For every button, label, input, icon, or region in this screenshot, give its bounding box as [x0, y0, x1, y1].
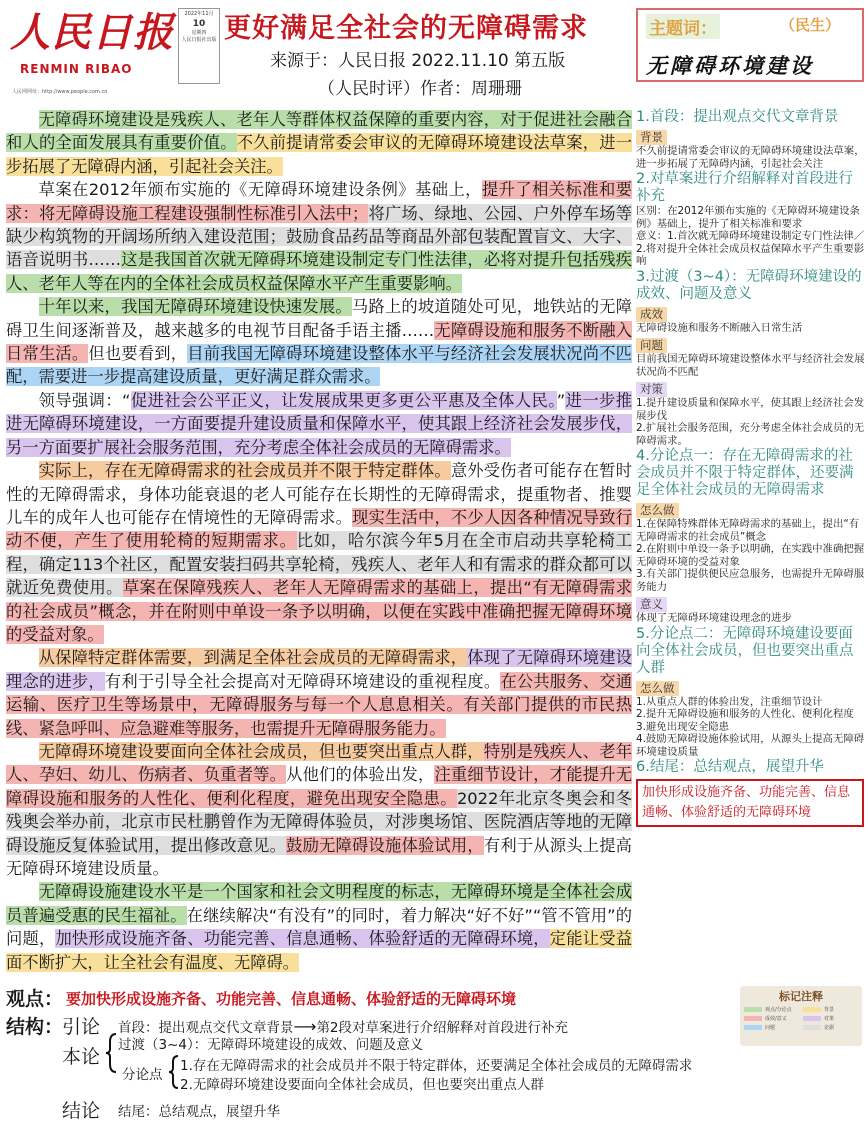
legend — [740, 986, 862, 1046]
theme-tag: （民生） — [780, 16, 841, 34]
legend-title: 标记注释 — [779, 990, 823, 1003]
text-segment: 进一步推进无障碍环境建设，一方面要提升建设质量和保障水平，使其跟上经济社会发展步伐，另一方面要扩展社会服务范围，充分考虑全体社会成员的无障碍需求。 — [6, 390, 632, 457]
legend-label: 对策 — [824, 1016, 835, 1022]
text-segment: 草案在保障残疾人、老年人无障碍需求的基础上，提出“有无障碍需求的社会成员”概念， — [6, 578, 632, 621]
legend-label: 论据 — [824, 1025, 835, 1031]
text-segment: 有利于引导全社会提高对无障碍环境建设的重视程度。 — [104, 671, 501, 691]
view-label: 观点： — [6, 988, 64, 1010]
intro-text-2: 第2段对草案进行介绍解释对首段进行补充 — [316, 1020, 569, 1036]
legend-item — [803, 1024, 858, 1031]
newspaper-pinyin: RENMIN RIBAO — [20, 62, 133, 76]
annotation-column — [636, 108, 866, 827]
text-segment: 特别是残疾人、老年人、孕妇、幼儿、伤病者、负重者等。 — [6, 741, 632, 785]
text-segment: 在继续解决“有没有”的同时，着力解决“好不好”“管不管用”的问题， — [6, 905, 632, 949]
note-tag: 对策 — [636, 382, 667, 397]
date-day: 10 — [192, 19, 206, 29]
note-text: 4.鼓励无障碍设施体验试用，从源头上提高无障碍环境建设质量 — [636, 733, 865, 758]
text-segment: 提升了相关标准和要求：将无障碍设施工程建设强制性标准引入法中； — [6, 180, 632, 223]
legend-swatch — [744, 1007, 762, 1012]
text-segment: 无障碍设施和服务不断融入日常生活。 — [6, 320, 632, 364]
view-text: 要加快形成设施齐备、功能完善、信息通畅、体验舒适的无障碍环境 — [66, 990, 517, 1008]
legend-label: 问题 — [765, 1025, 776, 1031]
text-segment: 在公共服务、交通运输、医疗卫生等场景中，无障碍服务与每一个人息息相关。 — [6, 671, 632, 715]
note-text: 意义：1.首次就无障碍环境建设制定专门性法律／2.将对提升全体社会成员权益保障水平产生重要影响 — [636, 230, 865, 267]
legend-label: 背景 — [824, 1007, 835, 1013]
paragraph — [6, 740, 632, 880]
text-segment: 鼓励无障碍设施体验试用， — [286, 835, 484, 855]
article-title: 更好满足全社会的无障碍需求 — [224, 13, 588, 44]
text-segment: 马路上的坡道随处可见，地铁站的无障碍卫生间逐渐普及，越来越多的电视节目配备手语主播…… — [6, 297, 632, 340]
article-source: 来源于：人民日报 2022.11.10 第五版 — [270, 51, 566, 71]
paragraph — [6, 880, 632, 974]
structure-sub-1: 1.存在无障碍需求的社会成员并不限于特定群体，还要满足全体社会成员的无障碍需求 — [180, 1058, 693, 1074]
paragraph — [6, 646, 632, 740]
note-text: 1.在保障特殊群体无障碍需求的基础上，提出“有无障碍需求的社会成员”概念 — [636, 518, 860, 543]
text-segment: 十年以来，我国无障碍环境建设快速发展。 — [38, 297, 352, 317]
text-segment: 从保障特定群体需要，到满足全体社会成员的无障碍需求， — [38, 648, 468, 668]
structure-transition: 过渡（3~4）：无障碍环境建设的成效、问题及意义 — [118, 1037, 424, 1053]
text-segment: 现实生活中，不少人因各种情况导致行动不便，产生了使用轮椅的短期需求。 — [6, 507, 632, 551]
legend-swatch — [803, 1016, 821, 1021]
legend-swatch — [744, 1016, 762, 1021]
note-tag: 问题 — [636, 338, 667, 353]
text-segment: 将广场、绿地、公园、户外停车场等缺少构筑物的开阔场所纳入建设范围； — [6, 203, 632, 247]
text-segment: 无障碍设施建设水平是一个国家和社会文明程度的标志， — [38, 882, 451, 902]
note-text: 3.有关部门提供便民应急服务，也需提升无障碍服务能力 — [636, 568, 865, 593]
note-text: 1.提升建设质量和保障水平，使其跟上经济社会发展步伐 — [636, 397, 865, 422]
note-text: 2.在附则中单设一条予以明确，在实践中准确把握无障碍环境的受益对象 — [636, 543, 865, 568]
text-segment: ” — [556, 390, 566, 410]
text-segment: 草案在2012年颁布实施的《无障碍环境建设条例》基础上， — [38, 180, 482, 200]
masthead — [8, 4, 218, 100]
intro-text: 首段：提出观点交代文章背景 — [118, 1020, 294, 1036]
structure-intro-label: 引论 — [62, 1016, 101, 1038]
text-segment: 无障碍环境是全体社会成员普遍受惠的民生福祉。 — [6, 882, 632, 925]
structure-conclusion-text: 结尾：总结观点，展望升华 — [118, 1104, 280, 1120]
text-segment: 但也要看到， — [88, 344, 188, 364]
text-segment: 鼓励食品药品等商品外部包装配置盲文、大字、语音说明书…… — [6, 227, 632, 270]
text-segment: 加快形成设施齐备、功能完善、信息通畅、体验舒适的无障碍环境， — [55, 929, 550, 949]
legend-item — [744, 1024, 799, 1031]
text-segment: 有关部门提供的市民热线、紧急呼叫、应急避难等服务，也需提升无障碍服务能力。 — [6, 695, 632, 738]
date-box — [178, 8, 220, 84]
arrow-icon: ⟶ — [293, 1017, 317, 1036]
structure-label: 结构： — [6, 1016, 64, 1038]
paragraph — [6, 389, 632, 459]
legend-item — [803, 1006, 858, 1013]
text-segment: 从他们的体验出发， — [286, 765, 435, 785]
note-section-2: 2.对草案进行介绍解释对首段进行补充 — [636, 171, 853, 204]
structure-body-label: 本论 — [62, 1046, 101, 1068]
note-text: 3.避免出现安全隐患 — [636, 720, 730, 733]
text-segment: 体现了无障碍环境建设理念的进步， — [6, 648, 632, 691]
note-tag: 意义 — [636, 597, 667, 612]
paragraph — [6, 295, 632, 389]
note-section-3: 3.过渡（3~4）：无障碍环境建设的成效、问题及意义 — [636, 268, 862, 302]
paragraph — [6, 108, 632, 178]
text-segment: 实际上，存在无障碍需求的社会成员并不限于特定群体。 — [38, 461, 451, 481]
newspaper-logo: 人民日报 — [10, 9, 174, 56]
text-segment: 意外受伤者可能存在暂时性的无障碍需求，身体功能衰退的老人可能存在长期性的无障碍需求，提重物者、推婴儿车的成年人也可能存在情境性的无障碍需求。 — [6, 461, 632, 527]
note-tag: 怎么做 — [636, 503, 679, 518]
structure-sub-2: 2.无障碍环境建设要面向全体社会成员，但也要突出重点人群 — [180, 1077, 544, 1093]
note-text: 2.提升无障碍设施和服务的人性化、便利化程度 — [636, 708, 854, 720]
text-segment: 无障碍环境建设要面向全体社会成员，但也要突出重点人群， — [38, 741, 484, 761]
note-section-4: 4.分论点一：存在无障碍需求的社会成员并不限于特定群体，还要满足全体社会成员的无障碍需求 — [636, 448, 854, 498]
note-text: 2.扩展社会服务范围，充分考虑全体社会成员的无障碍需求。 — [636, 422, 865, 447]
text-segment: 并在附则中单设一条予以明确，以便在实践中准确把握无障碍环境的受益对象。 — [6, 601, 632, 644]
legend-item — [744, 1015, 799, 1022]
structure-conclusion-label: 结论 — [62, 1100, 101, 1122]
conclusion-box: 加快形成设施齐备、功能完善、信息通畅、体验舒适的无障碍环境 — [636, 779, 864, 827]
note-section-1: 1.首段：提出观点交代文章背景 — [636, 109, 839, 125]
text-segment: 目前我国无障碍环境建设整体水平与经济社会发展状况尚不匹配，需要进一步提高建设质量，更好满足群众需求。 — [6, 344, 632, 387]
theme-value: 无障碍环境建设 — [646, 54, 814, 78]
text-segment: 不久前提请常委会审议的无障碍环境建设法草案，进一步拓展了无障碍内涵，引起社会关注。 — [6, 133, 632, 176]
note-text: 无障碍设施和服务不断融入日常生活 — [636, 321, 803, 334]
legend-swatch — [744, 1025, 762, 1030]
legend-item — [803, 1015, 858, 1022]
article-byline: （人民时评）作者：周珊珊 — [318, 79, 522, 99]
text-segment: 领导强调：“ — [38, 390, 131, 410]
text-segment: 有利于从源头上提高无障碍环境建设质量。 — [6, 835, 632, 878]
date-weekday: 星期四 — [191, 30, 207, 36]
paragraph — [6, 178, 632, 295]
note-tag: 成效 — [636, 307, 667, 322]
legend-label: 成效/意义 — [765, 1016, 787, 1022]
text-segment: 2022年北京冬奥会和冬残奥会举办前，北京市民杜鹏曾作为无障碍体验员，对涉奥场馆、医院酒店等地的无障碍设施反复体验试用，提出修改意见。 — [6, 788, 632, 855]
note-text: 体现了无障碍环境建设理念的进步 — [636, 612, 792, 624]
brace-icon-2 — [168, 1054, 180, 1090]
newspaper-web: 人民网网址：http://www.people.com.cn — [12, 89, 108, 95]
date-info: 人民日报社出版 — [181, 37, 217, 43]
article-body — [6, 108, 632, 974]
text-segment: 这是我国首次就无障碍环境建设制定专门性法律，必将对提升包括残疾人、老年人等在内的全体社会成员权益保障水平产生重要影响。 — [6, 250, 632, 293]
date-month: 2022年11月 — [184, 11, 214, 17]
legend-grid — [744, 1006, 858, 1031]
text-segment: 促进社会公平正义，让发展成果更多更公平惠及全体人民。 — [130, 390, 557, 410]
text-segment: 注重细节设计，才能提升无障碍设施和服务的人性化、便利化程度，避免出现安全隐患。 — [6, 765, 632, 808]
paragraph — [6, 459, 632, 646]
note-section-6: 6.结尾：总结观点，展望升华 — [636, 759, 824, 775]
legend-item — [744, 1006, 799, 1013]
text-segment: 定能让受益面不断扩大，让全社会有温度、无障碍。 — [6, 929, 632, 972]
note-text: 区别：在2012年颁布实施的《无障碍环境建设条例》基础上，提升了相关标准和要求 — [636, 205, 860, 230]
text-segment: 无障碍环境建设是残疾人、老年人等群体权益保障的重要内容，对于促进社会融合和人的全面发展具有重要价值。 — [6, 110, 632, 153]
note-text: 目前我国无障碍环境建设整体水平与经济社会发展状况尚不匹配 — [636, 353, 865, 378]
theme-box — [636, 8, 864, 82]
note-tag: 怎么做 — [636, 681, 679, 696]
note-text: 1.从重点人群的体验出发，注重细节设计 — [636, 695, 823, 708]
theme-label: 主题词： — [646, 14, 720, 39]
legend-swatch — [803, 1007, 821, 1012]
legend-swatch — [803, 1025, 821, 1030]
legend-label: 观点/分论点 — [765, 1007, 792, 1013]
brace-icon — [104, 1032, 118, 1074]
note-tag: 背景 — [636, 130, 667, 145]
note-text: 不久前提请常委会审议的无障碍环境建设法草案，进一步拓展了无障碍内涵，引起社会关注 — [636, 145, 865, 170]
text-segment: 比如，哈尔滨今年5月在全市启动共享轮椅工程，确定113个社区，配置安装扫码共享轮椅，残疾人、老年人和有需求的群众都可以就近免费使用。 — [6, 531, 632, 598]
note-section-5: 5.分论点二：无障碍环境建设要面向全体社会成员，但也要突出重点人群 — [636, 625, 854, 676]
structure-sub-label: 分论点 — [122, 1067, 163, 1083]
